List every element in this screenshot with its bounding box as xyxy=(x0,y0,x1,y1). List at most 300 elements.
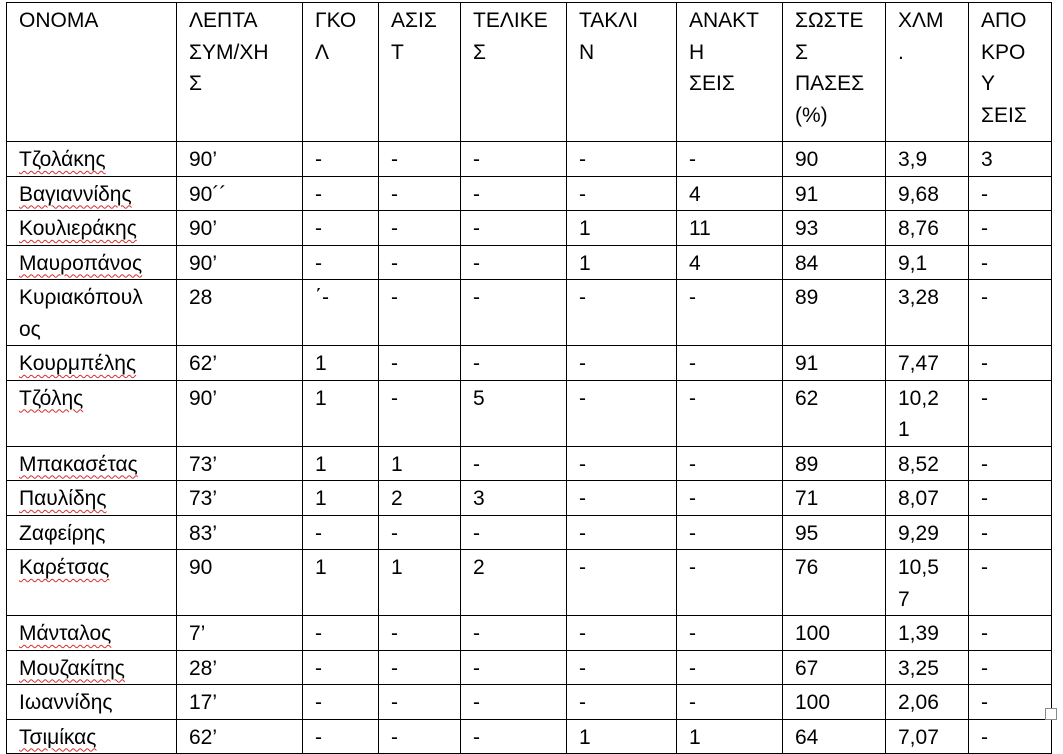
stat-cell[interactable] xyxy=(783,176,886,211)
stat-cell[interactable] xyxy=(461,650,567,685)
header-text: ΑΠΟ xyxy=(981,9,1027,32)
stat-value: - xyxy=(579,556,586,579)
stat-cell[interactable] xyxy=(379,550,461,616)
player-name-cell[interactable] xyxy=(7,616,177,651)
stat-cell[interactable] xyxy=(567,515,677,550)
stat-value: 90 xyxy=(795,148,819,171)
stat-cell[interactable] xyxy=(677,245,783,280)
stat-cell[interactable] xyxy=(886,685,969,720)
stat-cell[interactable] xyxy=(567,616,677,651)
header-text: . xyxy=(898,40,904,64)
header-text: Τ xyxy=(391,40,404,64)
stat-value: 28’ xyxy=(189,656,218,680)
stat-value: 62’ xyxy=(189,352,218,375)
stat-cell[interactable] xyxy=(886,515,969,550)
stat-cell[interactable] xyxy=(303,550,379,616)
player-name: ος xyxy=(19,317,41,341)
stat-cell[interactable] xyxy=(677,280,783,346)
stat-cell[interactable] xyxy=(177,446,303,481)
table-row xyxy=(7,245,1052,280)
stat-cell[interactable] xyxy=(677,650,783,685)
stat-cell[interactable] xyxy=(969,142,1052,177)
stat-value: - xyxy=(391,286,398,309)
stat-cell[interactable] xyxy=(969,446,1052,481)
header-text: ΤΑΚΛΙ xyxy=(579,9,639,32)
stat-cell[interactable] xyxy=(783,719,886,754)
table-row xyxy=(7,346,1052,381)
stat-value: - xyxy=(391,217,398,240)
stat-value: - xyxy=(473,656,480,680)
stat-value: 3,25 xyxy=(898,656,939,680)
stat-value: 1 xyxy=(315,452,327,476)
stat-cell[interactable] xyxy=(886,380,969,446)
stat-cell[interactable] xyxy=(567,650,677,685)
player-name: Μαυροπάνος xyxy=(19,251,143,275)
stat-value: 1 xyxy=(391,556,403,579)
stat-value: - xyxy=(473,691,480,714)
stat-cell[interactable] xyxy=(177,380,303,446)
stat-value: 67 xyxy=(795,656,819,680)
stat-value: 90 xyxy=(189,556,213,579)
stat-cell[interactable] xyxy=(461,685,567,720)
stat-value: 17’ xyxy=(189,691,218,714)
player-name-cell[interactable] xyxy=(7,685,177,720)
stat-cell[interactable] xyxy=(677,346,783,381)
stat-value: - xyxy=(689,452,696,476)
stat-value: 1 xyxy=(391,452,403,476)
stat-cell[interactable] xyxy=(567,211,677,246)
stat-cell[interactable] xyxy=(177,280,303,346)
stat-value: - xyxy=(473,521,480,545)
stat-cell[interactable] xyxy=(461,245,567,280)
table-resize-handle[interactable] xyxy=(1045,708,1057,720)
stat-value: - xyxy=(391,622,398,645)
stat-cell[interactable] xyxy=(969,719,1052,754)
stat-cell[interactable] xyxy=(461,616,567,651)
stat-value: - xyxy=(689,386,696,410)
player-name-cell[interactable] xyxy=(7,446,177,481)
stat-cell[interactable] xyxy=(177,515,303,550)
stat-cell[interactable] xyxy=(783,245,886,280)
player-name: Κουλιεράκης xyxy=(19,217,137,240)
stat-cell[interactable] xyxy=(303,280,379,346)
stat-cell[interactable] xyxy=(969,550,1052,616)
stat-value: - xyxy=(473,148,480,171)
stat-cell[interactable] xyxy=(461,346,567,381)
stat-cell[interactable] xyxy=(177,650,303,685)
stat-cell[interactable] xyxy=(783,211,886,246)
stat-cell[interactable] xyxy=(567,380,677,446)
stat-cell[interactable] xyxy=(177,142,303,177)
stat-cell[interactable] xyxy=(886,481,969,516)
stat-value: - xyxy=(579,521,586,545)
stat-value: - xyxy=(981,251,988,275)
stat-cell[interactable] xyxy=(677,176,783,211)
stat-cell[interactable] xyxy=(886,176,969,211)
stat-cell[interactable] xyxy=(303,616,379,651)
stat-value: - xyxy=(391,521,398,545)
stat-value: 10,2 xyxy=(898,386,939,410)
stat-cell[interactable] xyxy=(677,380,783,446)
stat-cell[interactable] xyxy=(969,650,1052,685)
player-name-cell[interactable] xyxy=(7,650,177,685)
stat-cell[interactable] xyxy=(379,245,461,280)
stat-cell[interactable] xyxy=(886,550,969,616)
stat-cell[interactable] xyxy=(461,481,567,516)
stat-cell[interactable] xyxy=(886,346,969,381)
header-text: Σ xyxy=(473,40,486,64)
stat-cell[interactable] xyxy=(303,380,379,446)
stat-cell[interactable] xyxy=(379,481,461,516)
stat-value: 5 xyxy=(473,386,485,410)
player-name: Κουρμπέλης xyxy=(19,352,137,375)
table-row xyxy=(7,685,1052,720)
header-text: Υ xyxy=(981,72,996,95)
stat-value: - xyxy=(391,656,398,680)
stat-value: - xyxy=(473,452,480,476)
stat-value: 1 xyxy=(315,556,327,579)
column-header xyxy=(886,3,969,142)
stat-cell[interactable] xyxy=(379,685,461,720)
stat-value: 93 xyxy=(795,217,819,240)
stat-value: - xyxy=(579,352,586,375)
stat-cell[interactable] xyxy=(677,550,783,616)
stat-cell[interactable] xyxy=(783,616,886,651)
stat-cell[interactable] xyxy=(969,685,1052,720)
stat-cell[interactable] xyxy=(969,346,1052,381)
stat-value: 8,52 xyxy=(898,452,939,476)
stat-cell[interactable] xyxy=(783,380,886,446)
stats-table xyxy=(6,2,1052,754)
header-text: Ν xyxy=(579,40,595,64)
header-text: ΟΝΟΜΑ xyxy=(19,9,99,32)
stat-cell[interactable] xyxy=(783,142,886,177)
column-header xyxy=(7,3,177,142)
table-row xyxy=(7,142,1052,177)
table-row xyxy=(7,550,1052,616)
table-row xyxy=(7,446,1052,481)
stat-cell[interactable] xyxy=(677,719,783,754)
stat-value: ΄- xyxy=(315,286,329,309)
stat-value: 7,47 xyxy=(898,352,939,375)
stat-cell[interactable] xyxy=(886,280,969,346)
stat-cell[interactable] xyxy=(783,481,886,516)
stat-cell[interactable] xyxy=(177,481,303,516)
stat-cell[interactable] xyxy=(379,446,461,481)
stat-value: - xyxy=(391,251,398,275)
player-name: Ιωαννίδης xyxy=(19,691,113,714)
stat-value: - xyxy=(981,521,988,545)
stat-cell[interactable] xyxy=(783,280,886,346)
player-name-cell[interactable] xyxy=(7,550,177,616)
stat-cell[interactable] xyxy=(461,211,567,246)
stat-value: - xyxy=(981,622,988,645)
stat-cell[interactable] xyxy=(677,616,783,651)
stat-value: 8,76 xyxy=(898,217,939,240)
stat-value: 91 xyxy=(795,352,819,375)
stat-value: - xyxy=(473,182,480,206)
header-text: ΣΥΜ/ΧΗ xyxy=(189,40,269,64)
stat-cell[interactable] xyxy=(783,550,886,616)
header-text: Η xyxy=(689,40,705,64)
stat-value: - xyxy=(579,622,586,645)
stat-value: 2 xyxy=(473,556,485,579)
stat-value: - xyxy=(981,556,988,579)
stat-cell[interactable] xyxy=(886,211,969,246)
stat-cell[interactable] xyxy=(461,142,567,177)
player-name: Κυριακόπουλ xyxy=(19,286,143,309)
player-name: Τζόλης xyxy=(19,386,84,410)
stat-cell[interactable] xyxy=(969,280,1052,346)
stat-value: 100 xyxy=(795,622,831,645)
stat-cell[interactable] xyxy=(379,380,461,446)
stat-value: - xyxy=(315,217,322,240)
stat-cell[interactable] xyxy=(461,719,567,754)
stat-value: - xyxy=(579,487,586,510)
stat-cell[interactable] xyxy=(379,211,461,246)
stat-value: 73’ xyxy=(189,487,218,510)
stat-value: - xyxy=(981,691,988,714)
stat-value: 28 xyxy=(189,286,213,309)
stat-value: - xyxy=(579,452,586,476)
stat-cell[interactable] xyxy=(783,446,886,481)
stat-cell[interactable] xyxy=(461,550,567,616)
stat-value: 7’ xyxy=(189,622,206,645)
stat-cell[interactable] xyxy=(177,245,303,280)
player-name-cell[interactable] xyxy=(7,719,177,754)
stat-value: - xyxy=(473,217,480,240)
stat-cell[interactable] xyxy=(303,346,379,381)
stat-cell[interactable] xyxy=(379,280,461,346)
column-header xyxy=(567,3,677,142)
stat-cell[interactable] xyxy=(567,280,677,346)
stat-value: - xyxy=(315,691,322,714)
stat-cell[interactable] xyxy=(567,245,677,280)
stat-value: 7 xyxy=(898,587,910,611)
stat-cell[interactable] xyxy=(886,142,969,177)
stat-value: - xyxy=(473,725,480,749)
stat-cell[interactable] xyxy=(969,211,1052,246)
stat-value: 76 xyxy=(795,556,819,579)
stat-cell[interactable] xyxy=(677,446,783,481)
stat-value: - xyxy=(579,286,586,309)
player-name: Μπακασέτας xyxy=(19,452,138,476)
player-name: Βαγιαννίδης xyxy=(19,182,132,206)
stat-cell[interactable] xyxy=(177,550,303,616)
header-text: ΑΝΑΚΤ xyxy=(689,9,760,32)
stat-cell[interactable] xyxy=(177,176,303,211)
stat-cell[interactable] xyxy=(677,515,783,550)
stat-cell[interactable] xyxy=(677,142,783,177)
stat-cell[interactable] xyxy=(677,211,783,246)
stat-cell[interactable] xyxy=(886,719,969,754)
stat-cell[interactable] xyxy=(379,719,461,754)
stat-cell[interactable] xyxy=(783,346,886,381)
header-text: Λ xyxy=(315,40,330,64)
stat-cell[interactable] xyxy=(567,346,677,381)
stat-cell[interactable] xyxy=(783,650,886,685)
header-text: (%) xyxy=(795,103,828,127)
stat-value: 3 xyxy=(981,148,993,171)
stat-cell[interactable] xyxy=(567,142,677,177)
player-name-cell[interactable] xyxy=(7,380,177,446)
stat-cell[interactable] xyxy=(177,346,303,381)
stat-value: - xyxy=(473,352,480,375)
stat-value: 4 xyxy=(689,182,701,206)
stat-value: 100 xyxy=(795,691,831,714)
stat-value: - xyxy=(689,148,696,171)
stat-cell[interactable] xyxy=(303,481,379,516)
stat-value: 10,5 xyxy=(898,556,939,579)
stat-cell[interactable] xyxy=(567,685,677,720)
table-row xyxy=(7,176,1052,211)
stat-cell[interactable] xyxy=(886,446,969,481)
stat-value: - xyxy=(579,182,586,206)
stat-value: 1 xyxy=(579,251,591,275)
table-row xyxy=(7,515,1052,550)
stat-cell[interactable] xyxy=(303,685,379,720)
table-row xyxy=(7,616,1052,651)
player-name-cell[interactable] xyxy=(7,176,177,211)
table-row xyxy=(7,280,1052,346)
stat-value: - xyxy=(391,182,398,206)
stat-cell[interactable] xyxy=(303,176,379,211)
header-row xyxy=(7,3,1052,142)
player-name: Μουζακίτης xyxy=(19,656,125,680)
stat-cell[interactable] xyxy=(783,685,886,720)
table-row xyxy=(7,481,1052,516)
stat-value: 1 xyxy=(898,418,910,441)
stat-value: - xyxy=(315,251,322,275)
stat-cell[interactable] xyxy=(969,176,1052,211)
stat-cell[interactable] xyxy=(303,245,379,280)
stat-cell[interactable] xyxy=(886,650,969,685)
stat-value: 8,07 xyxy=(898,487,939,510)
stat-cell[interactable] xyxy=(303,211,379,246)
stat-cell[interactable] xyxy=(379,650,461,685)
stat-cell[interactable] xyxy=(567,176,677,211)
stat-cell[interactable] xyxy=(177,211,303,246)
player-name: Τζολάκης xyxy=(19,148,106,171)
stat-cell[interactable] xyxy=(461,515,567,550)
stat-cell[interactable] xyxy=(461,380,567,446)
stat-value: 2 xyxy=(391,487,403,510)
stat-value: - xyxy=(315,656,322,680)
stat-value: 1 xyxy=(579,725,591,749)
stat-cell[interactable] xyxy=(303,650,379,685)
player-name-cell[interactable] xyxy=(7,346,177,381)
stat-value: - xyxy=(981,182,988,206)
stat-cell[interactable] xyxy=(461,446,567,481)
stat-cell[interactable] xyxy=(567,481,677,516)
header-text: ΛΕΠΤΑ xyxy=(189,9,258,32)
stat-value: 84 xyxy=(795,251,819,275)
stat-cell[interactable] xyxy=(379,142,461,177)
stat-value: 89 xyxy=(795,452,819,476)
stat-value: - xyxy=(579,656,586,680)
column-header xyxy=(783,3,886,142)
stat-cell[interactable] xyxy=(969,380,1052,446)
stat-value: 62’ xyxy=(189,725,218,749)
stat-cell[interactable] xyxy=(886,245,969,280)
stat-cell[interactable] xyxy=(303,515,379,550)
stat-cell[interactable] xyxy=(379,515,461,550)
stat-cell[interactable] xyxy=(567,719,677,754)
stat-cell[interactable] xyxy=(567,446,677,481)
stat-value: - xyxy=(981,217,988,240)
stat-value: 95 xyxy=(795,521,819,545)
player-name: Καρέτσας xyxy=(19,556,110,579)
stat-value: 71 xyxy=(795,487,819,510)
player-name-cell[interactable] xyxy=(7,481,177,516)
stat-cell[interactable] xyxy=(303,446,379,481)
stat-cell[interactable] xyxy=(461,176,567,211)
stat-cell[interactable] xyxy=(177,719,303,754)
player-name-cell[interactable] xyxy=(7,211,177,246)
stat-cell[interactable] xyxy=(783,515,886,550)
stat-cell[interactable] xyxy=(969,481,1052,516)
column-header xyxy=(303,3,379,142)
stat-value: - xyxy=(391,386,398,410)
column-header xyxy=(379,3,461,142)
stat-value: - xyxy=(579,386,586,410)
stat-value: 3 xyxy=(473,487,485,510)
stat-cell[interactable] xyxy=(379,176,461,211)
stat-cell[interactable] xyxy=(177,616,303,651)
stat-value: - xyxy=(689,352,696,375)
player-name-cell[interactable] xyxy=(7,142,177,177)
stat-cell[interactable] xyxy=(677,481,783,516)
stat-value: - xyxy=(579,148,586,171)
stat-cell[interactable] xyxy=(969,515,1052,550)
column-header xyxy=(177,3,303,142)
stat-value: 3,9 xyxy=(898,148,928,171)
header-text: Σ xyxy=(189,72,202,95)
stat-value: - xyxy=(391,148,398,171)
stat-value: - xyxy=(473,622,480,645)
stat-value: 73’ xyxy=(189,452,218,476)
stat-value: 90’ xyxy=(189,251,218,275)
stat-value: - xyxy=(981,286,988,309)
stat-cell[interactable] xyxy=(379,616,461,651)
stat-value: 9,29 xyxy=(898,521,939,545)
stat-cell[interactable] xyxy=(177,685,303,720)
stat-cell[interactable] xyxy=(379,346,461,381)
stat-cell[interactable] xyxy=(461,280,567,346)
player-name: Τσιμίκας xyxy=(19,725,97,749)
stat-cell[interactable] xyxy=(969,616,1052,651)
stat-cell[interactable] xyxy=(303,142,379,177)
stat-cell[interactable] xyxy=(886,616,969,651)
player-name: Μάνταλος xyxy=(19,622,112,645)
header-text: ΓΚΟ xyxy=(315,9,357,32)
header-text: Σ xyxy=(795,40,808,64)
stat-value: 90’ xyxy=(189,148,218,171)
stat-cell[interactable] xyxy=(303,719,379,754)
stat-value: - xyxy=(981,352,988,375)
player-name-cell[interactable] xyxy=(7,515,177,550)
stat-value: - xyxy=(391,725,398,749)
stat-cell[interactable] xyxy=(567,550,677,616)
player-name: Ζαφείρης xyxy=(19,521,106,545)
player-name: Παυλίδης xyxy=(19,487,107,510)
stat-cell[interactable] xyxy=(969,245,1052,280)
player-name-cell[interactable] xyxy=(7,245,177,280)
stat-value: 9,68 xyxy=(898,182,939,206)
stat-cell[interactable] xyxy=(677,685,783,720)
player-name-cell[interactable] xyxy=(7,280,177,346)
stat-value: - xyxy=(473,251,480,275)
